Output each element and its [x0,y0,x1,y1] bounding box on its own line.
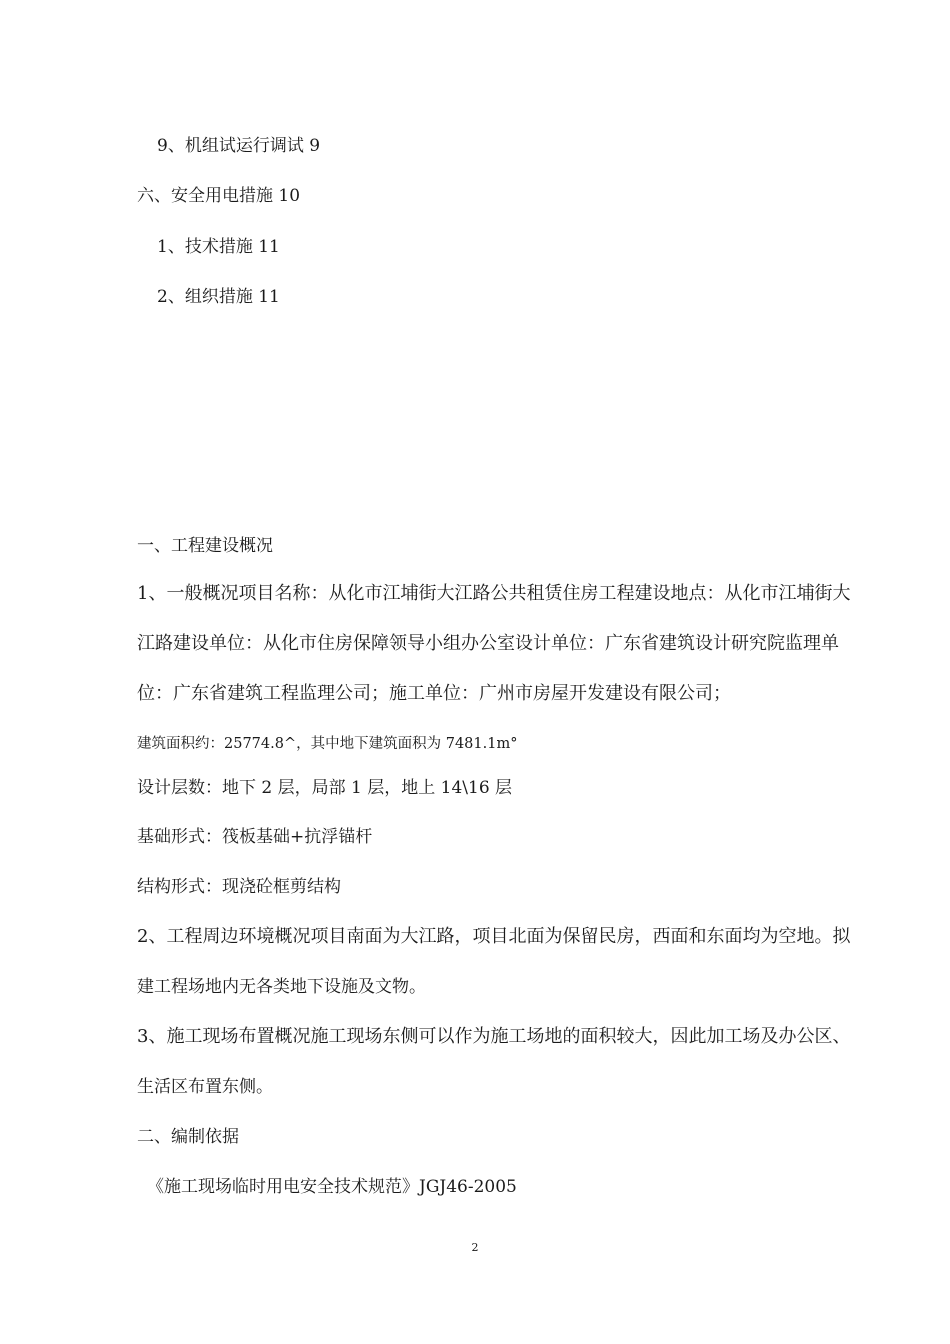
page-number: 2 [471,1241,479,1254]
para3-line2: 生活区布置东侧。 [137,1077,273,1097]
reference-item: 《施工现场临时用电安全技术规范》JGJ46-2005 [147,1177,517,1197]
para1-line1: 1、一般概况项目名称：从化市江埔街大江路公共租赁住房工程建设地点：从化市江埔街大 [137,583,851,604]
floors-line: 设计层数：地下 2 层，局部 1 层，地上 14\16 层 [137,778,513,798]
toc-item-6: 六、安全用电措施 10 [137,186,301,206]
area-line: 建筑面积约：25774.8^，其中地下建筑面积为 7481.1m° [137,736,518,752]
para1-line2: 江路建设单位：从化市住房保障领导小组办公室设计单位：广东省建筑设计研究院监理单 [137,633,839,654]
toc-item-9: 9、机组试运行调试 9 [157,136,321,156]
para3-line1: 3、施工现场布置概况施工现场东侧可以作为施工场地的面积较大，因此加工场及办公区、 [137,1026,851,1047]
foundation-line: 基础形式：筏板基础+抗浮锚杆 [137,827,373,847]
structure-line: 结构形式：现浇砼框剪结构 [137,877,341,897]
para2-line1: 2、工程周边环境概况项目南面为大江路，项目北面为保留民房，西面和东面均为空地。拟 [137,926,851,947]
section1-heading: 一、工程建设概况 [137,536,273,556]
para1-line3: 位：广东省建筑工程监理公司；施工单位：广州市房屋开发建设有限公司； [137,683,731,704]
toc-item-1: 1、技术措施 11 [157,237,280,257]
toc-item-2: 2、组织措施 11 [157,287,280,307]
section2-heading: 二、编制依据 [137,1127,239,1147]
para2-line2: 建工程场地内无各类地下设施及文物。 [137,977,426,997]
